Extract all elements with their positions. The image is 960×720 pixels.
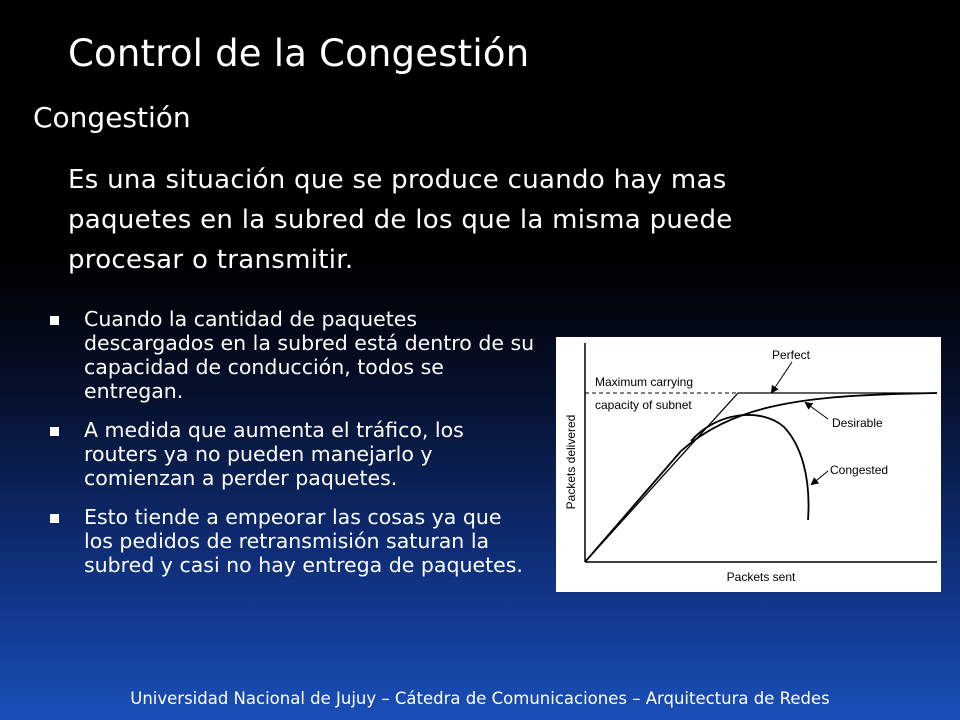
- curve-label-desirable: Desirable: [832, 416, 883, 430]
- curve-label-congested: Congested: [830, 463, 889, 477]
- bullet-text: A medida que aumenta el tráfico, los routers ya no pueden manejarlo y comienzan a perder paquetes.: [84, 418, 464, 490]
- bullet-item: [50, 505, 535, 577]
- desirable-arrow: [806, 403, 828, 419]
- bullet-text: Esto tiende a empeorar las cosas ya que los pedidos de retransmisión saturan la subred y casi no hay entrega de paquetes.: [84, 505, 523, 577]
- chart-svg: [556, 337, 941, 592]
- bullet-item: [50, 418, 535, 490]
- perfect-curve: [585, 393, 937, 562]
- y-axis-label: Packets delivered: [564, 414, 578, 510]
- footer-text: Universidad Nacional de Jujuy – Cátedra de Comunicaciones – Arquitectura de Redes: [130, 689, 830, 708]
- congestion-chart: [556, 337, 941, 592]
- curve-label-perfect: Perfect: [772, 348, 811, 362]
- congested-arrow: [812, 471, 828, 484]
- slide-title: Control de la Congestión: [68, 32, 530, 75]
- square-bullet-icon: [50, 316, 59, 325]
- bullet-list: [50, 307, 535, 592]
- x-axis-label: Packets sent: [726, 570, 796, 584]
- desirable-curve: [585, 393, 937, 562]
- perfect-arrow: [772, 362, 792, 392]
- definition-text: Es una situación que se produce cuando hay mas paquetes en la subred de los que la misma puede procesar o transmitir.: [68, 165, 733, 275]
- capacity-label-line-1: Maximum carrying: [595, 375, 694, 389]
- bullet-text: Cuando la cantidad de paquetes descargados en la subred está dentro de su capacidad de conducción, todos se entregan.: [84, 307, 535, 403]
- square-bullet-icon: [50, 427, 59, 436]
- section-heading: Congestión: [33, 101, 191, 134]
- bullet-item: [50, 307, 535, 403]
- square-bullet-icon: [50, 514, 59, 523]
- capacity-label-line-2: capacity of subnet: [595, 398, 692, 412]
